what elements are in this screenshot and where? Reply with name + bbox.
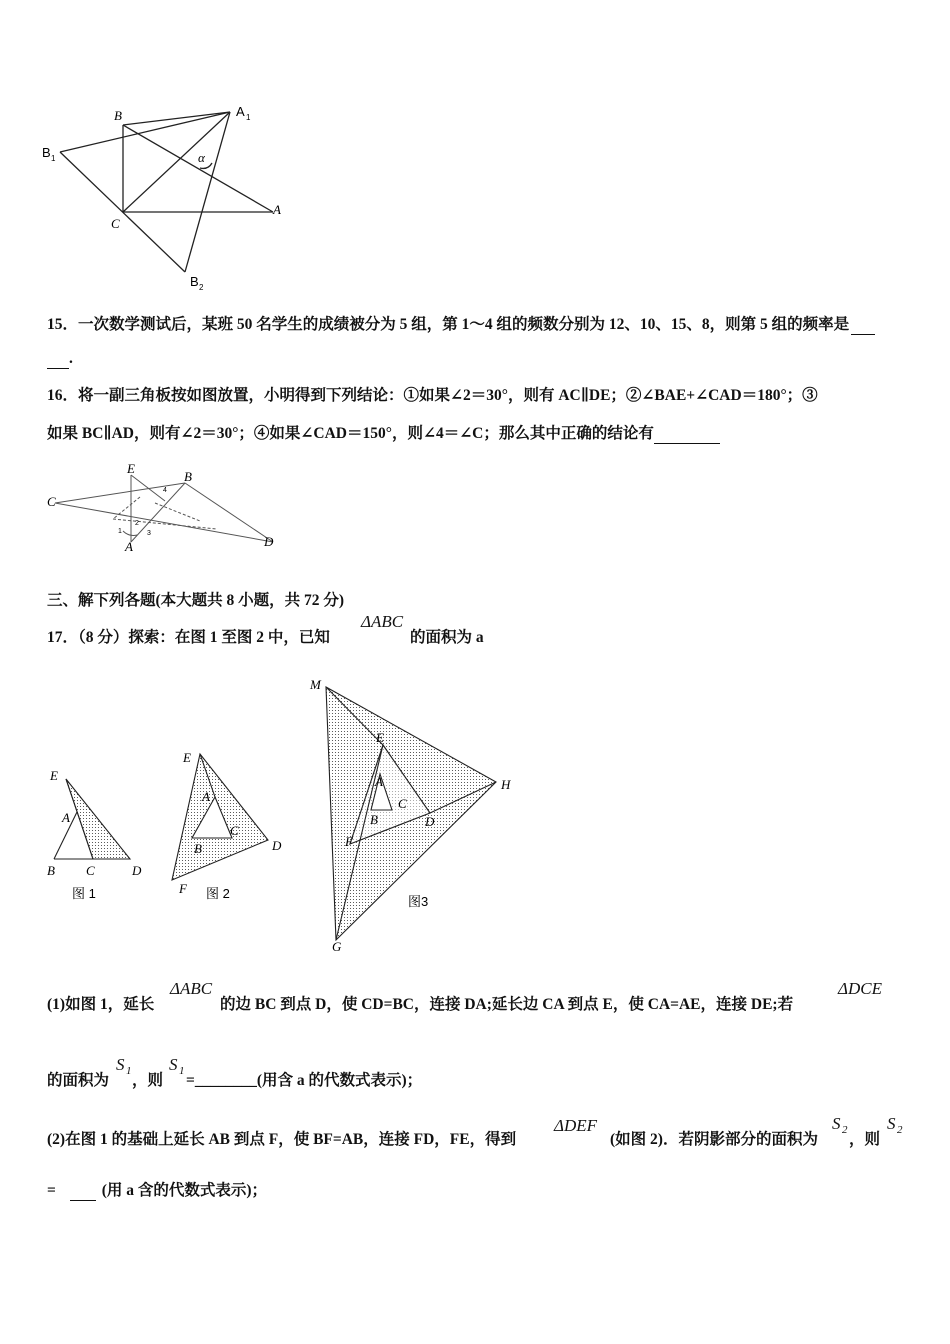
label-B1-sub: 1 (51, 154, 56, 163)
q16-label-E: E (127, 463, 135, 476)
fig3-label-E: E (376, 730, 384, 745)
q17-p1-math1: ΔABC (170, 979, 213, 998)
fig3-label-D: D (425, 814, 435, 829)
label-B2-sub: 2 (199, 283, 204, 292)
q17-p1-e: =________(用含 a 的代数式表示)； (186, 1072, 423, 1089)
q17-p1-S2: S (169, 1055, 178, 1074)
q16-line1: 16．将一副三角板按如图放置，小明得到下列结论：①如果∠2＝30°，则有 AC∥DE；②∠BAE+∠CAD＝180°；③ (47, 387, 818, 404)
q16-label-A: A (125, 539, 133, 554)
q17-p1-c: 的面积为 (47, 1072, 110, 1089)
fig1-label-C: C (86, 863, 95, 878)
fig3-caption: 图3 (408, 894, 429, 909)
q15-period: . (69, 350, 73, 367)
q16-label-1: 1 (118, 528, 122, 535)
q16-label-3: 3 (147, 530, 151, 537)
label-A: A (273, 202, 281, 217)
q17-p2-c: ，则 (849, 1131, 881, 1148)
q16-label-4: 4 (163, 487, 167, 494)
q17-intro-b: 的面积为 a (410, 629, 484, 646)
q17-p1-S: S (116, 1055, 125, 1074)
q15-blank-cont (47, 350, 69, 369)
fig3-label-A: A (375, 774, 383, 789)
label-C: C (111, 216, 120, 231)
fig2-label-F: F (179, 881, 187, 896)
fig3-label-B: B (370, 812, 378, 827)
figure-q17 (40, 670, 530, 960)
q17-p2-S-sub: 2 (842, 1124, 848, 1136)
fig3-label-G: G (332, 939, 342, 954)
fig2-label-E: E (183, 750, 191, 765)
fig3-label-F: F (345, 834, 353, 849)
q17-p1-S2-sub: 1 (179, 1065, 185, 1077)
fig2-label-D: D (272, 838, 282, 853)
q17-p2-eq: = (47, 1182, 56, 1199)
label-B2: B (190, 274, 199, 289)
q15-text: 15．一次数学测试后，某班 50 名学生的成绩被分为 5 组，第 1～4 组的频数分别为 12、10、15、8，则第 5 组的频率是 (47, 316, 850, 333)
q17-p1-d: ，则 (132, 1072, 164, 1089)
fig1-label-B: B (47, 863, 55, 878)
q16-blank (654, 425, 720, 444)
section3-title: 三、解下列各题(本大题共 8 小题，共 72 分) (47, 592, 345, 609)
fig1-label-D: D (132, 863, 142, 878)
q16-label-2: 2 (135, 520, 139, 527)
fig3-label-M: M (310, 677, 321, 692)
q17-p2-S2-sub: 2 (897, 1124, 903, 1136)
figure-q14 (40, 100, 300, 300)
figure-q16 (45, 463, 285, 558)
q15-line2 (47, 350, 73, 369)
q17-p1-math2: ΔDCE (838, 979, 882, 998)
fig2 (172, 754, 268, 880)
q16-line2 (47, 421, 720, 444)
fig2-label-C: C (230, 823, 239, 838)
fig1-label-E: E (50, 768, 58, 783)
q17-p2-math: ΔDEF (554, 1116, 598, 1135)
q17-p2-b: (如图 2)．若阴影部分的面积为 (610, 1131, 818, 1148)
q16-label-B: B (184, 469, 192, 484)
fig3-label-H: H (501, 777, 511, 792)
q17-p2-S2: S (887, 1114, 896, 1133)
fig1-label-A: A (62, 810, 70, 825)
q17-p2-d-line (47, 1178, 267, 1201)
fig2-label-B: B (194, 841, 202, 856)
label-B: B (114, 108, 122, 123)
q17-p2-S: S (832, 1114, 841, 1133)
fig1-caption: 图 1 (72, 886, 96, 901)
q16-label-C: C (47, 494, 56, 509)
q17-p1-b: 的边 BC 到点 D，使 CD=BC，连接 DA;延长边 CA 到点 E，使 CA=AE，连接 DE;若 (220, 996, 794, 1013)
q17-p1-S-sub: 1 (126, 1065, 132, 1077)
q17-p2-a: (2)在图 1 的基础上延长 AB 到点 F，使 BF=AB，连接 FD，FE，得到 (47, 1131, 517, 1148)
fig2-caption: 图 2 (206, 886, 230, 901)
label-B1: B (42, 145, 51, 160)
q15-blank (851, 316, 875, 335)
q16-text: 如果 BC∥AD，则有∠2＝30°；④如果∠CAD＝150°，则∠4＝∠C；那么其中正确的结论有 (47, 425, 654, 442)
q17-intro-a: 17．（8 分）探索：在图 1 至图 2 中，已知 (47, 629, 330, 646)
label-alpha: α (198, 150, 205, 165)
fig2-label-A: A (202, 789, 210, 804)
q15-line1 (47, 312, 875, 335)
q17-p2-blank (70, 1182, 96, 1201)
label-A1: A (236, 104, 245, 119)
q17-intro-math: ΔABC (361, 612, 404, 631)
fig3-label-C: C (398, 796, 407, 811)
q16-label-D: D (264, 534, 274, 549)
q17-p1-a: (1)如图 1，延长 (47, 996, 155, 1013)
q17-p2-e: (用 a 含的代数式表示)； (101, 1182, 268, 1199)
label-A1-sub: 1 (246, 113, 251, 122)
